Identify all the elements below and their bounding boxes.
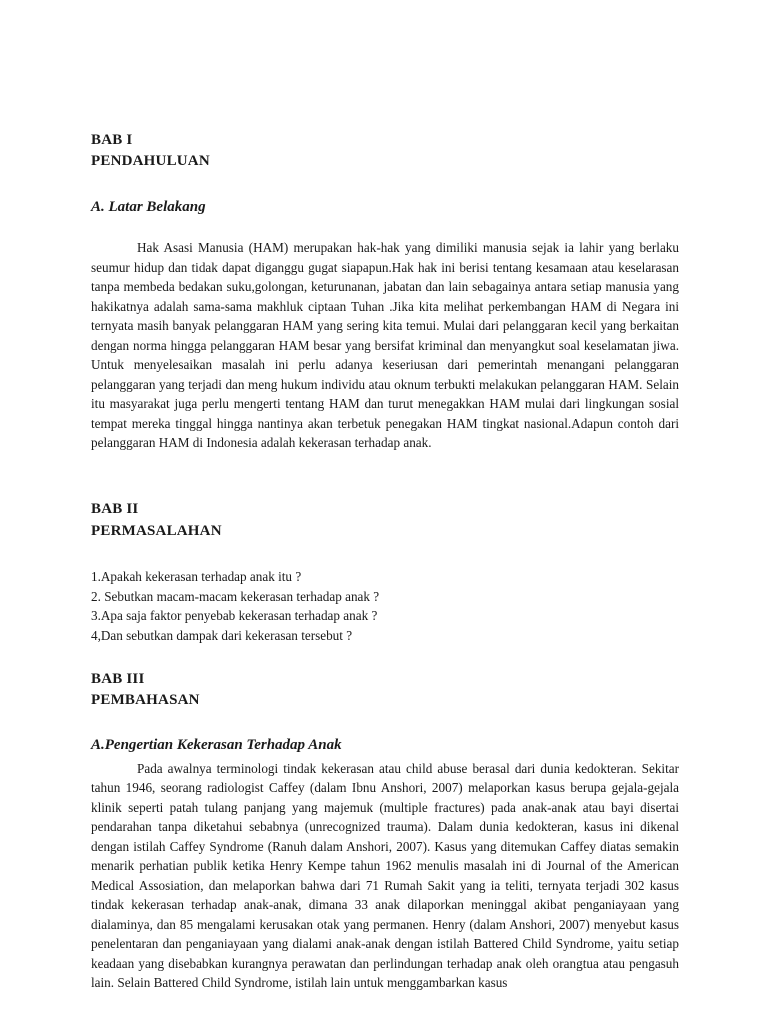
chapter-1-title: BAB I [91, 132, 133, 148]
paragraph-pengertian: Pada awalnya terminologi tindak kekerasan atau child abuse berasal dari dunia kedokteran. Sekitar tahun 1946, seorang radiologist Caffey (dalam Ibnu Anshori, 2007) melaporkan kasus berupa gejala-gejala klinik seperti patah tulang panjang yang majemuk (multiple fractures) pada anak-anak atau bayi disertai pendarahan tanpa diketahui sebabnya (unrecognized trauma). Dalam dunia kedokteran, kasus ini dikenal dengan istilah Caffey Syndrome (Ranuh dalam Anshori, 2007). Kasus yang ditemukan Caffey diatas semakin menarik perhatian publik ketika Henry Kempe tahun 1962 menulis masalah ini di Journal of the American Medical Assosiation, dan melaporkan bahwa dari 71 Rumah Sakit yang ia teliti, ternyata terjadi 302 kasus tindak kekerasan terhadap anak-anak, dimana 33 anak dilaporkan meninggal akibat penganiayaan yang dialaminya, dan 85 mengalami kerusakan otak yang permanen. Henry (dalam Anshori, 2007) menyebut kasus penelentaran dan penganiayaan yang dialami anak-anak dengan istilah Battered Child Syndrome, yaitu setiap keadaan yang disebabkan kurangnya perawatan dan perlindungan terhadap anak oleh orangtua atau pengasuh lain. Selain Battered Child Syndrome, istilah lain untuk menggambarkan kasus [91, 761, 679, 990]
list-item: 2. Sebutkan macam-macam kekerasan terhadap anak ? [91, 588, 380, 604]
section-latar-belakang: A. Latar Belakang [91, 199, 206, 215]
chapter-2-subtitle: PERMASALAHAN [91, 523, 222, 539]
chapter-3-title: BAB III [91, 671, 145, 687]
list-item: 4,Dan sebutkan dampak dari kekerasan tersebut ? [91, 627, 353, 643]
list-item: 3.Apa saja faktor penyebab kekerasan terhadap anak ? [91, 608, 378, 624]
chapter-3-subtitle: PEMBAHASAN [91, 692, 200, 708]
list-item: 1.Apakah kekerasan terhadap anak itu ? [91, 569, 302, 584]
chapter-2-title: BAB II [91, 501, 139, 517]
paragraph-latar-belakang: Hak Asasi Manusia (HAM) merupakan hak-hak yang dimiliki manusia sejak ia lahir yang berlaku seumur hidup dan tidak dapat diganggu gugat siapapun.Hak hak ini berisi tentang kesamaan atau keselarasan tanpa membeda bedakan suku,golongan, keturunanan, jabatan dan lain sebagainya antara setiap manusia yang hakikatnya adalah sama-sama makhluk ciptaan Tuhan .Jika kita melihat perkembangan HAM di Negara ini ternyata masih banyak pelanggaran HAM yang sering kita temui. Mulai dari pelanggaran kecil yang berkaitan dengan norma hingga pelanggaran HAM besar yang bersifat kriminal dan menyangkut soal keselamatan jiwa. Untuk menyelesaikan masalah ini perlu adanya keseriusan dari pemerintah menangani pelanggaran pelanggaran yang terjadi dan meng hukum individu atau oknum terbukti melakukan pelanggaran HAM. Selain itu masyarakat juga perlu mengerti tentang HAM dan turut menegakkan HAM mulai dari lingkungan sosial tempat mereka tinggal hingga nantinya akan terbetuk penegakan HAM tingkat nasional.Adapun contoh dari pelanggaran HAM di Indonesia adalah kekerasan terhadap anak. [91, 240, 679, 451]
question-list [91, 567, 591, 645]
chapter-1-subtitle: PENDAHULUAN [91, 153, 210, 169]
section-pengertian: A.Pengertian Kekerasan Terhadap Anak [91, 737, 342, 753]
